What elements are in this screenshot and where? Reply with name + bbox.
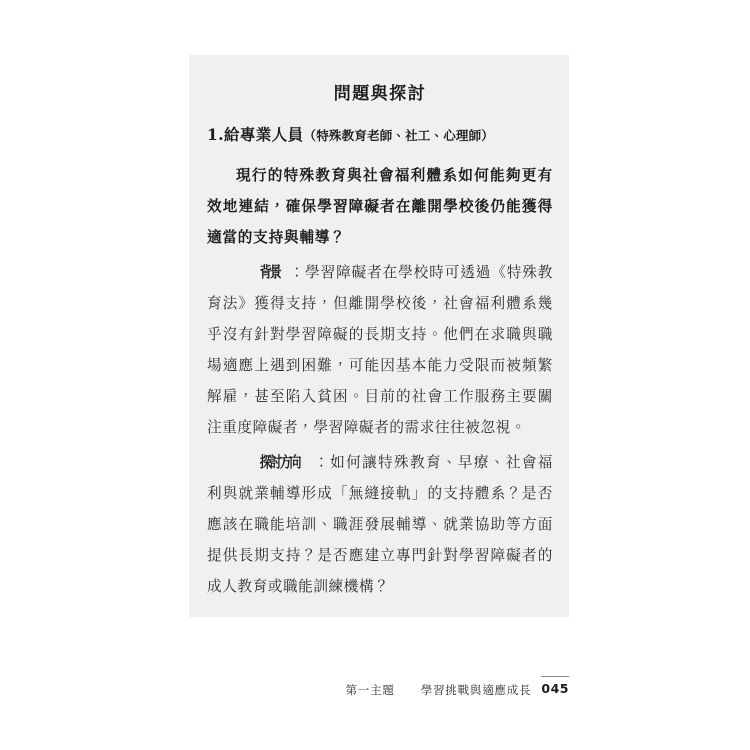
discussion-direction-paragraph — [207, 447, 553, 602]
question-body-paragraph — [207, 160, 553, 253]
content-panel — [189, 55, 569, 617]
background-label: 背景 — [259, 263, 280, 281]
footer-topic-title: 學習挑戰與適應成長 — [420, 683, 532, 697]
question-heading-sub: （特殊教育老師、社工、心理師） — [303, 128, 495, 143]
question-number: 1. — [207, 125, 224, 144]
background-text: ：學習障礙者在學校時可透過《特殊教育法》獲得支持，但離開學校後，社會福利體系幾乎沒有針對學習障礙的長期支持。他們在求職與職場適應上遇到困難，可能因基本能力受限而被頻繁解雇，甚至陷入貧困。目前的社會工作服務主要關注重度障礙者，學習障礙者的需求往往被忽視。 — [207, 263, 553, 436]
background-paragraph — [207, 257, 553, 443]
content-panel-inner — [207, 73, 553, 606]
footer-topic-label: 第一主題 — [345, 683, 395, 697]
page-title: 問題與探討 — [333, 84, 427, 104]
page-footer — [189, 676, 569, 698]
question-heading — [207, 124, 553, 146]
page-number-rule — [541, 676, 569, 677]
discussion-direction-label: 探討方向 — [259, 453, 300, 471]
question-heading-main: 給專業人員 — [223, 125, 304, 144]
page-number-wrapper — [541, 676, 569, 698]
page-number: 045 — [541, 681, 569, 696]
discussion-direction-text: ：如何讓特殊教育、早療、社會福利與就業輔導形成「無縫接軌」的支持體系？是否應該在職能培訓、職涯發展輔導、就業協助等方面提供長期支持？是否應建立專門針對學習障礙者的成人教育或職能訓練機構？ — [207, 453, 553, 595]
question-body-text: 現行的特殊教育與社會福利體系如何能夠更有效地連結，確保學習障礙者在離開學校後仍能獲得適當的支持與輔導？ — [207, 166, 553, 246]
